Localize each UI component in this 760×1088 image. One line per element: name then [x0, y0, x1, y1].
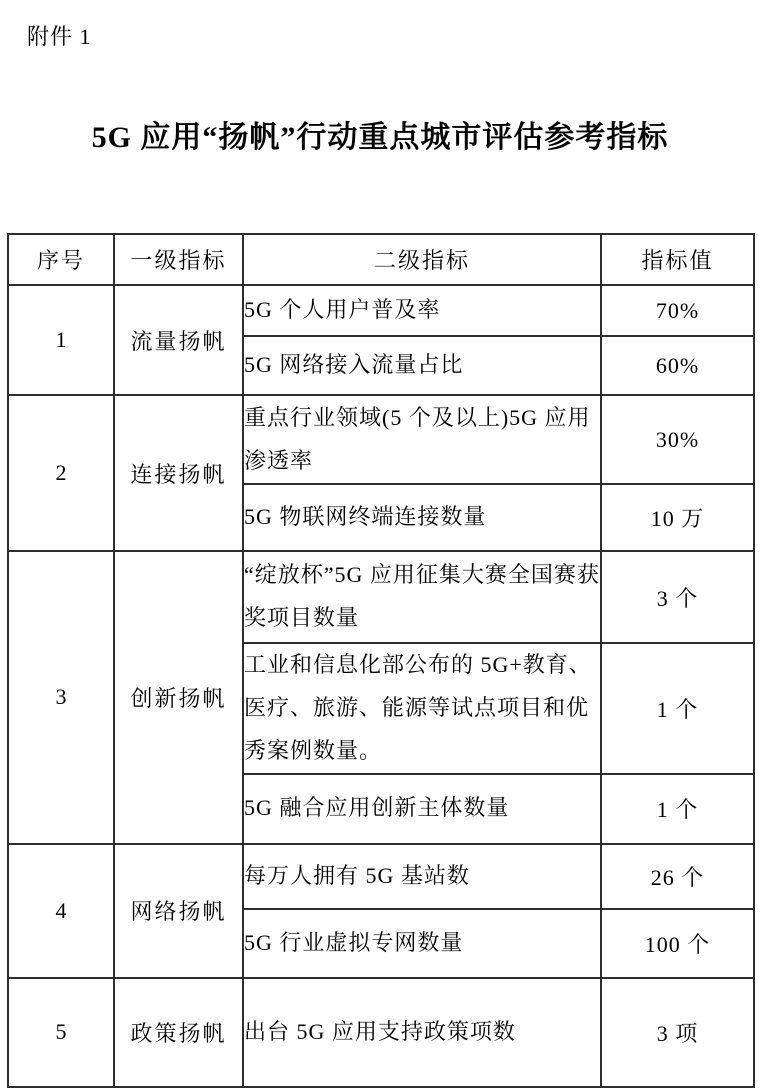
indicator-value-cell: 1 个	[601, 643, 754, 774]
level2-indicator-cell: 出台 5G 应用支持政策项数	[243, 978, 601, 1087]
column-header-value: 指标值	[601, 234, 754, 285]
table-header	[8, 234, 754, 285]
indicator-value-cell: 70%	[601, 285, 754, 336]
column-header-level1: 一级指标	[114, 234, 243, 285]
level2-indicator-cell: 每万人拥有 5G 基站数	[243, 844, 601, 909]
table-row	[8, 395, 754, 484]
level1-indicator-cell: 网络扬帆	[114, 844, 243, 978]
column-header-level2: 二级指标	[243, 234, 601, 285]
indicator-value-cell: 30%	[601, 395, 754, 484]
level2-indicator-cell: 5G 行业虚拟专网数量	[243, 909, 601, 978]
level2-indicator-cell: 5G 融合应用创新主体数量	[243, 774, 601, 844]
serial-number-cell: 3	[8, 551, 114, 844]
level2-indicator-cell: 重点行业领域(5 个及以上)5G 应用渗透率	[243, 395, 601, 484]
table-body	[8, 285, 754, 1087]
indicators-table	[7, 233, 755, 1088]
table-row	[8, 844, 754, 909]
table-row	[8, 551, 754, 643]
indicator-value-cell: 10 万	[601, 484, 754, 551]
attachment-label: 附件 1	[27, 24, 92, 49]
indicator-value-cell: 100 个	[601, 909, 754, 978]
serial-number-cell: 4	[8, 844, 114, 978]
indicator-value-cell: 26 个	[601, 844, 754, 909]
level1-indicator-cell: 连接扬帆	[114, 395, 243, 551]
indicator-value-cell: 1 个	[601, 774, 754, 844]
table-row	[8, 285, 754, 336]
level1-indicator-cell: 创新扬帆	[114, 551, 243, 844]
serial-number-cell: 1	[8, 285, 114, 395]
serial-number-cell: 5	[8, 978, 114, 1087]
indicator-value-cell: 3 项	[601, 978, 754, 1087]
level2-indicator-cell: “绽放杯”5G 应用征集大赛全国赛获奖项目数量	[243, 551, 601, 643]
level2-indicator-cell: 5G 网络接入流量占比	[243, 336, 601, 395]
level2-indicator-cell: 工业和信息化部公布的 5G+教育、医疗、旅游、能源等试点项目和优秀案例数量。	[243, 643, 601, 774]
level1-indicator-cell: 政策扬帆	[114, 978, 243, 1087]
indicator-value-cell: 3 个	[601, 551, 754, 643]
page-title: 5G 应用“扬帆”行动重点城市评估参考指标	[91, 121, 669, 154]
level2-indicator-cell: 5G 个人用户普及率	[243, 285, 601, 336]
header-row	[8, 234, 754, 285]
level2-indicator-cell: 5G 物联网终端连接数量	[243, 484, 601, 551]
serial-number-cell: 2	[8, 395, 114, 551]
level1-indicator-cell: 流量扬帆	[114, 285, 243, 395]
indicator-value-cell: 60%	[601, 336, 754, 395]
table-row	[8, 978, 754, 1087]
column-header-no: 序号	[8, 234, 114, 285]
